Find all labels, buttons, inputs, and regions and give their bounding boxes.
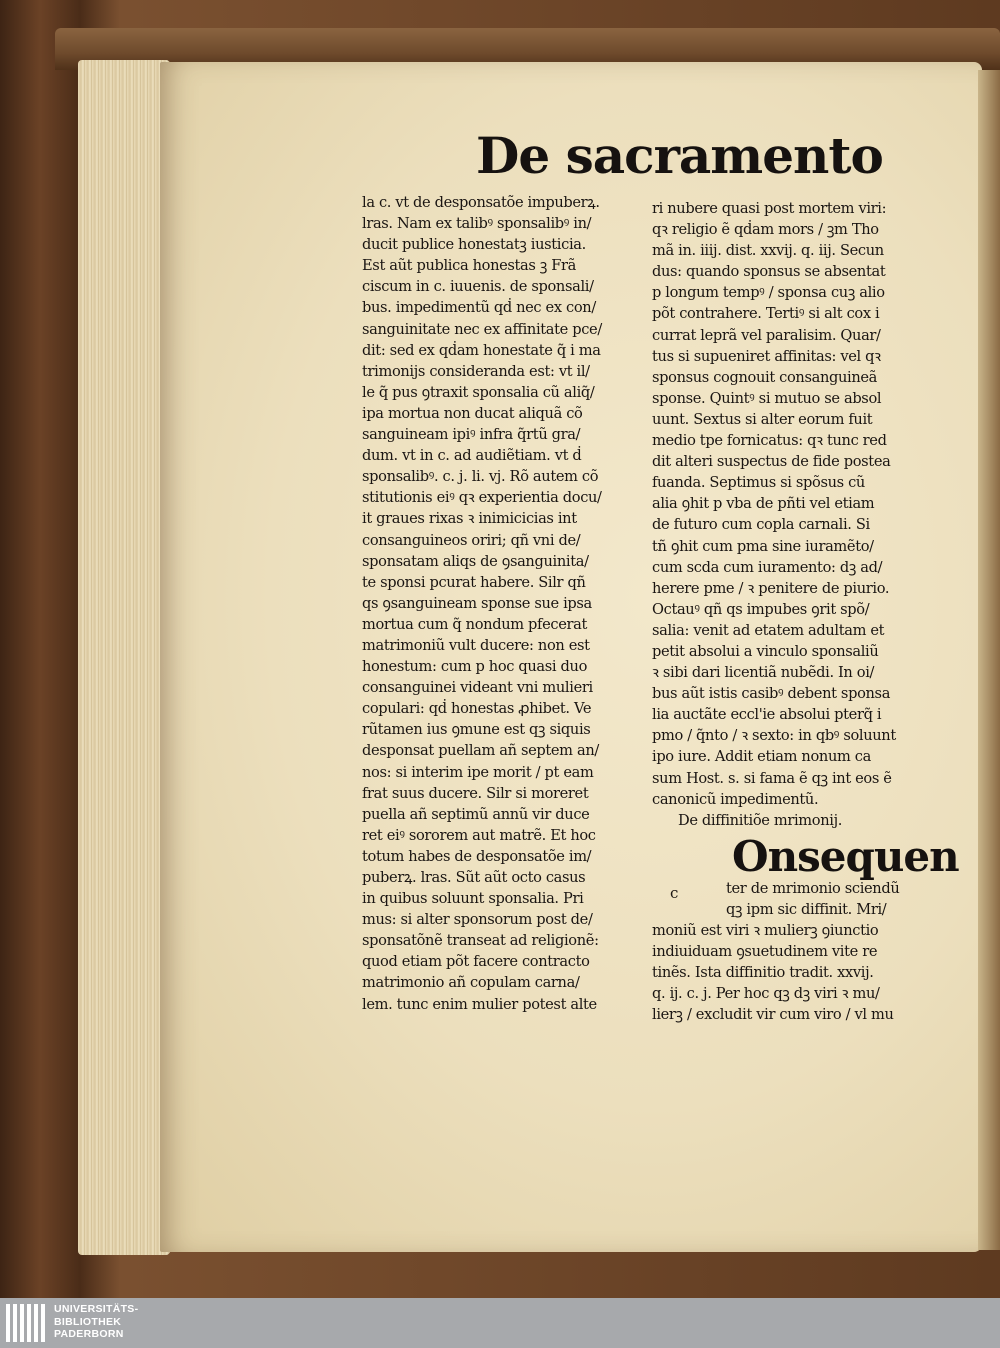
text-line: mã in. iiij. dist. xxvij. q. iij. Secun (652, 242, 884, 260)
text-line: currat leprã vel paralisim. Quar/ (652, 326, 881, 344)
text-line: in quibus soluunt sponsalia. Pri (362, 890, 584, 908)
text-line: sum Host. s. si fama ẽ qꝫ int eos ẽ (652, 769, 892, 787)
text-line: consanguinei videant vni mulieri (362, 679, 593, 697)
text-line: mortua cum q̃ nondum pfecerat (362, 615, 587, 633)
text-line: p longum tempꝰ / sponsa cuꝫ alio (652, 284, 885, 302)
text-line: ipo iure. Addit etiam nonum ca (652, 748, 871, 766)
text-line: matrimonio añ copulam carna/ (362, 974, 580, 992)
text-line: te sponsi pcurat habere. Silr qñ (362, 573, 586, 591)
text-line: sanguinitate nec ex affinitate pce/ (362, 320, 602, 338)
text-line: tñ ꝯhit cum pma sine iuramẽto/ (652, 537, 874, 555)
text-line: qs ꝯsanguineam sponse sue ipsa (362, 594, 592, 612)
initial-word: Onsequen (732, 832, 959, 881)
text-line: ꝛ sibi dari licentiã nubẽdi. In oi/ (652, 664, 875, 682)
text-line: desponsat puellam añ septem an/ (362, 742, 599, 760)
text-line: Est aũt publica honestas ꝫ Frã (362, 257, 576, 275)
text-line: consanguineos oriri; qñ vni de/ (362, 531, 581, 549)
text-line: it graues rixas ꝛ inimicicias int (362, 510, 577, 528)
text-line: pmo / q̃nto / ꝛ sexto: in qbꝰ soluunt (652, 727, 896, 745)
text-line: tus si supueniret affinitas: vel qꝛ (652, 347, 881, 365)
text-line: sanguineam ipiꝰ infra q̃rtũ gra/ (362, 426, 581, 444)
text-line: lierꝫ / excludit vir cum viro / vl mu (652, 1006, 894, 1024)
text-line: sponsatõnẽ transeat ad religionẽ: (362, 932, 599, 950)
text-line: rũtamen ius ꝯmune est qꝫ siquis (362, 721, 591, 739)
text-line: frat suus ducere. Silr si moreret (362, 784, 589, 802)
text-line: ret eiꝰ sororem aut matrẽ. Et hoc (362, 826, 596, 844)
text-line: de futuro cum copla carnali. Si (652, 516, 870, 534)
text-line: trimonijs consideranda est: vt il/ (362, 362, 590, 380)
text-line: uunt. Sextus si alter eorum fuit (652, 410, 873, 428)
text-line: põt contrahere. Tertiꝰ si alt cox i (652, 305, 880, 323)
text-line: medio tpe fornicatus: qꝛ tunc red (652, 432, 887, 450)
library-footer (0, 1298, 1000, 1348)
text-line: indiuiduam ꝯsuetudinem vite re (652, 943, 878, 961)
page-rim (978, 70, 1000, 1250)
text-line: q. ij. c. j. Per hoc qꝫ dꝫ viri ꝛ mu/ (652, 985, 880, 1003)
text-line: le q̃ pus ꝯtraxit sponsalia cũ aliq̃/ (362, 383, 595, 401)
text-line: matrimoniũ vult ducere: non est (362, 636, 590, 654)
text-line: sponsus cognouit consanguineã (652, 368, 878, 386)
text-line: sponse. Quintꝰ si mutuo se absol (652, 389, 882, 407)
text-line: qꝛ religio ẽ qḋam mors / ꝫm Tho (652, 221, 879, 239)
text-line: mus: si alter sponsorum post de/ (362, 911, 593, 929)
text-line: tinẽs. Ista diffinitio tradit. xxvij. (652, 964, 874, 982)
text-line: totum habes de desponsatõe im/ (362, 847, 592, 865)
text-line: bus aũt istis casibꝰ debent sponsa (652, 685, 891, 703)
text-line: herere pme / ꝛ penitere de piurio. (652, 579, 890, 597)
text-line: puella añ septimũ annũ vir duce (362, 805, 590, 823)
text-line: cum scda cum iuramento: dꝫ ad/ (652, 558, 883, 576)
initial-letter: c (670, 884, 679, 902)
text-line: sponsatam aliqs de ꝯsanguinita/ (362, 552, 589, 570)
text-line: ducit publice honestatꝫ iusticia. (362, 236, 586, 254)
text-line: stitutionis eiꝰ qꝛ experientia docu/ (362, 489, 602, 507)
text-line: ter de mrimonio sciendũ (726, 880, 900, 897)
page-edges (78, 60, 170, 1255)
text-line: fuanda. Septimus si spõsus cũ (652, 474, 865, 492)
text-column-right-tail (652, 920, 934, 1025)
text-line: la c. vt de desponsatõe impuberꝝ. (362, 194, 600, 211)
logo-line: UNIVERSITÄTS- (54, 1303, 139, 1315)
text-line: Octauꝰ qñ qs impubes ꝯrit spõ/ (652, 600, 870, 618)
logo-line: PADERBORN (54, 1328, 124, 1340)
text-line: ri nubere quasi post mortem viri: (652, 200, 887, 217)
library-logo-text (54, 1303, 138, 1341)
text-line: petit absolui a vinculo sponsaliũ (652, 642, 879, 660)
text-line: dit alteri suspectus de fide postea (652, 453, 891, 471)
text-line: moniũ est viri ꝛ mulierꝫ ꝯiunctio (652, 922, 879, 939)
text-line: lras. Nam ex talibꝰ sponsalibꝰ in/ (362, 215, 592, 233)
text-line: lem. tunc enim mulier potest alte (362, 995, 597, 1013)
text-line: dum. vt in c. ad audiẽtiam. vt ḋ (362, 447, 582, 465)
text-line: sponsalibꝰ. c. j. li. vj. Rõ autem cõ (362, 468, 599, 486)
text-line: puberꝝ. lras. Sũt aũt octo casus (362, 869, 586, 886)
text-line: qꝫ ipm sic diffinit. Mri/ (726, 901, 887, 919)
text-line: dit: sed ex qḋam honestate q̃ i ma (362, 341, 601, 359)
text-column-right-continued (726, 878, 932, 920)
text-line: copulari: qḋ honestas ꝓhibet. Ve (362, 700, 592, 718)
text-line: honestum: cum p hoc quasi duo (362, 658, 588, 676)
text-line: ciscum in c. iuuenis. de sponsali/ (362, 278, 594, 296)
logo-line: BIBLIOTHEK (54, 1315, 122, 1328)
text-column-left (362, 192, 644, 1015)
running-head: De sacramento (476, 126, 883, 185)
text-line: canonicũ impedimentũ. (652, 790, 819, 808)
text-line: salia: venit ad etatem adultam et (652, 621, 885, 639)
section-title: De diffinitiõe mrimonij. (678, 812, 843, 829)
text-line: ipa mortua non ducat aliquã cõ (362, 404, 583, 422)
text-line: nos: si interim ipe morit / pt eam (362, 763, 594, 781)
text-line: dus: quando sponsus se absentat (652, 263, 886, 281)
library-logo-icon (6, 1304, 50, 1342)
text-line: quod etiam põt facere contracto (362, 953, 590, 971)
text-line: bus. impedimentũ qḋ nec ex con/ (362, 299, 596, 317)
text-line: lia auctãte eccl'ie absolui pterq̃ i (652, 706, 882, 724)
text-column-right (652, 198, 934, 810)
text-line: alia ꝯhit p vba de pñti vel etiam (652, 495, 875, 513)
